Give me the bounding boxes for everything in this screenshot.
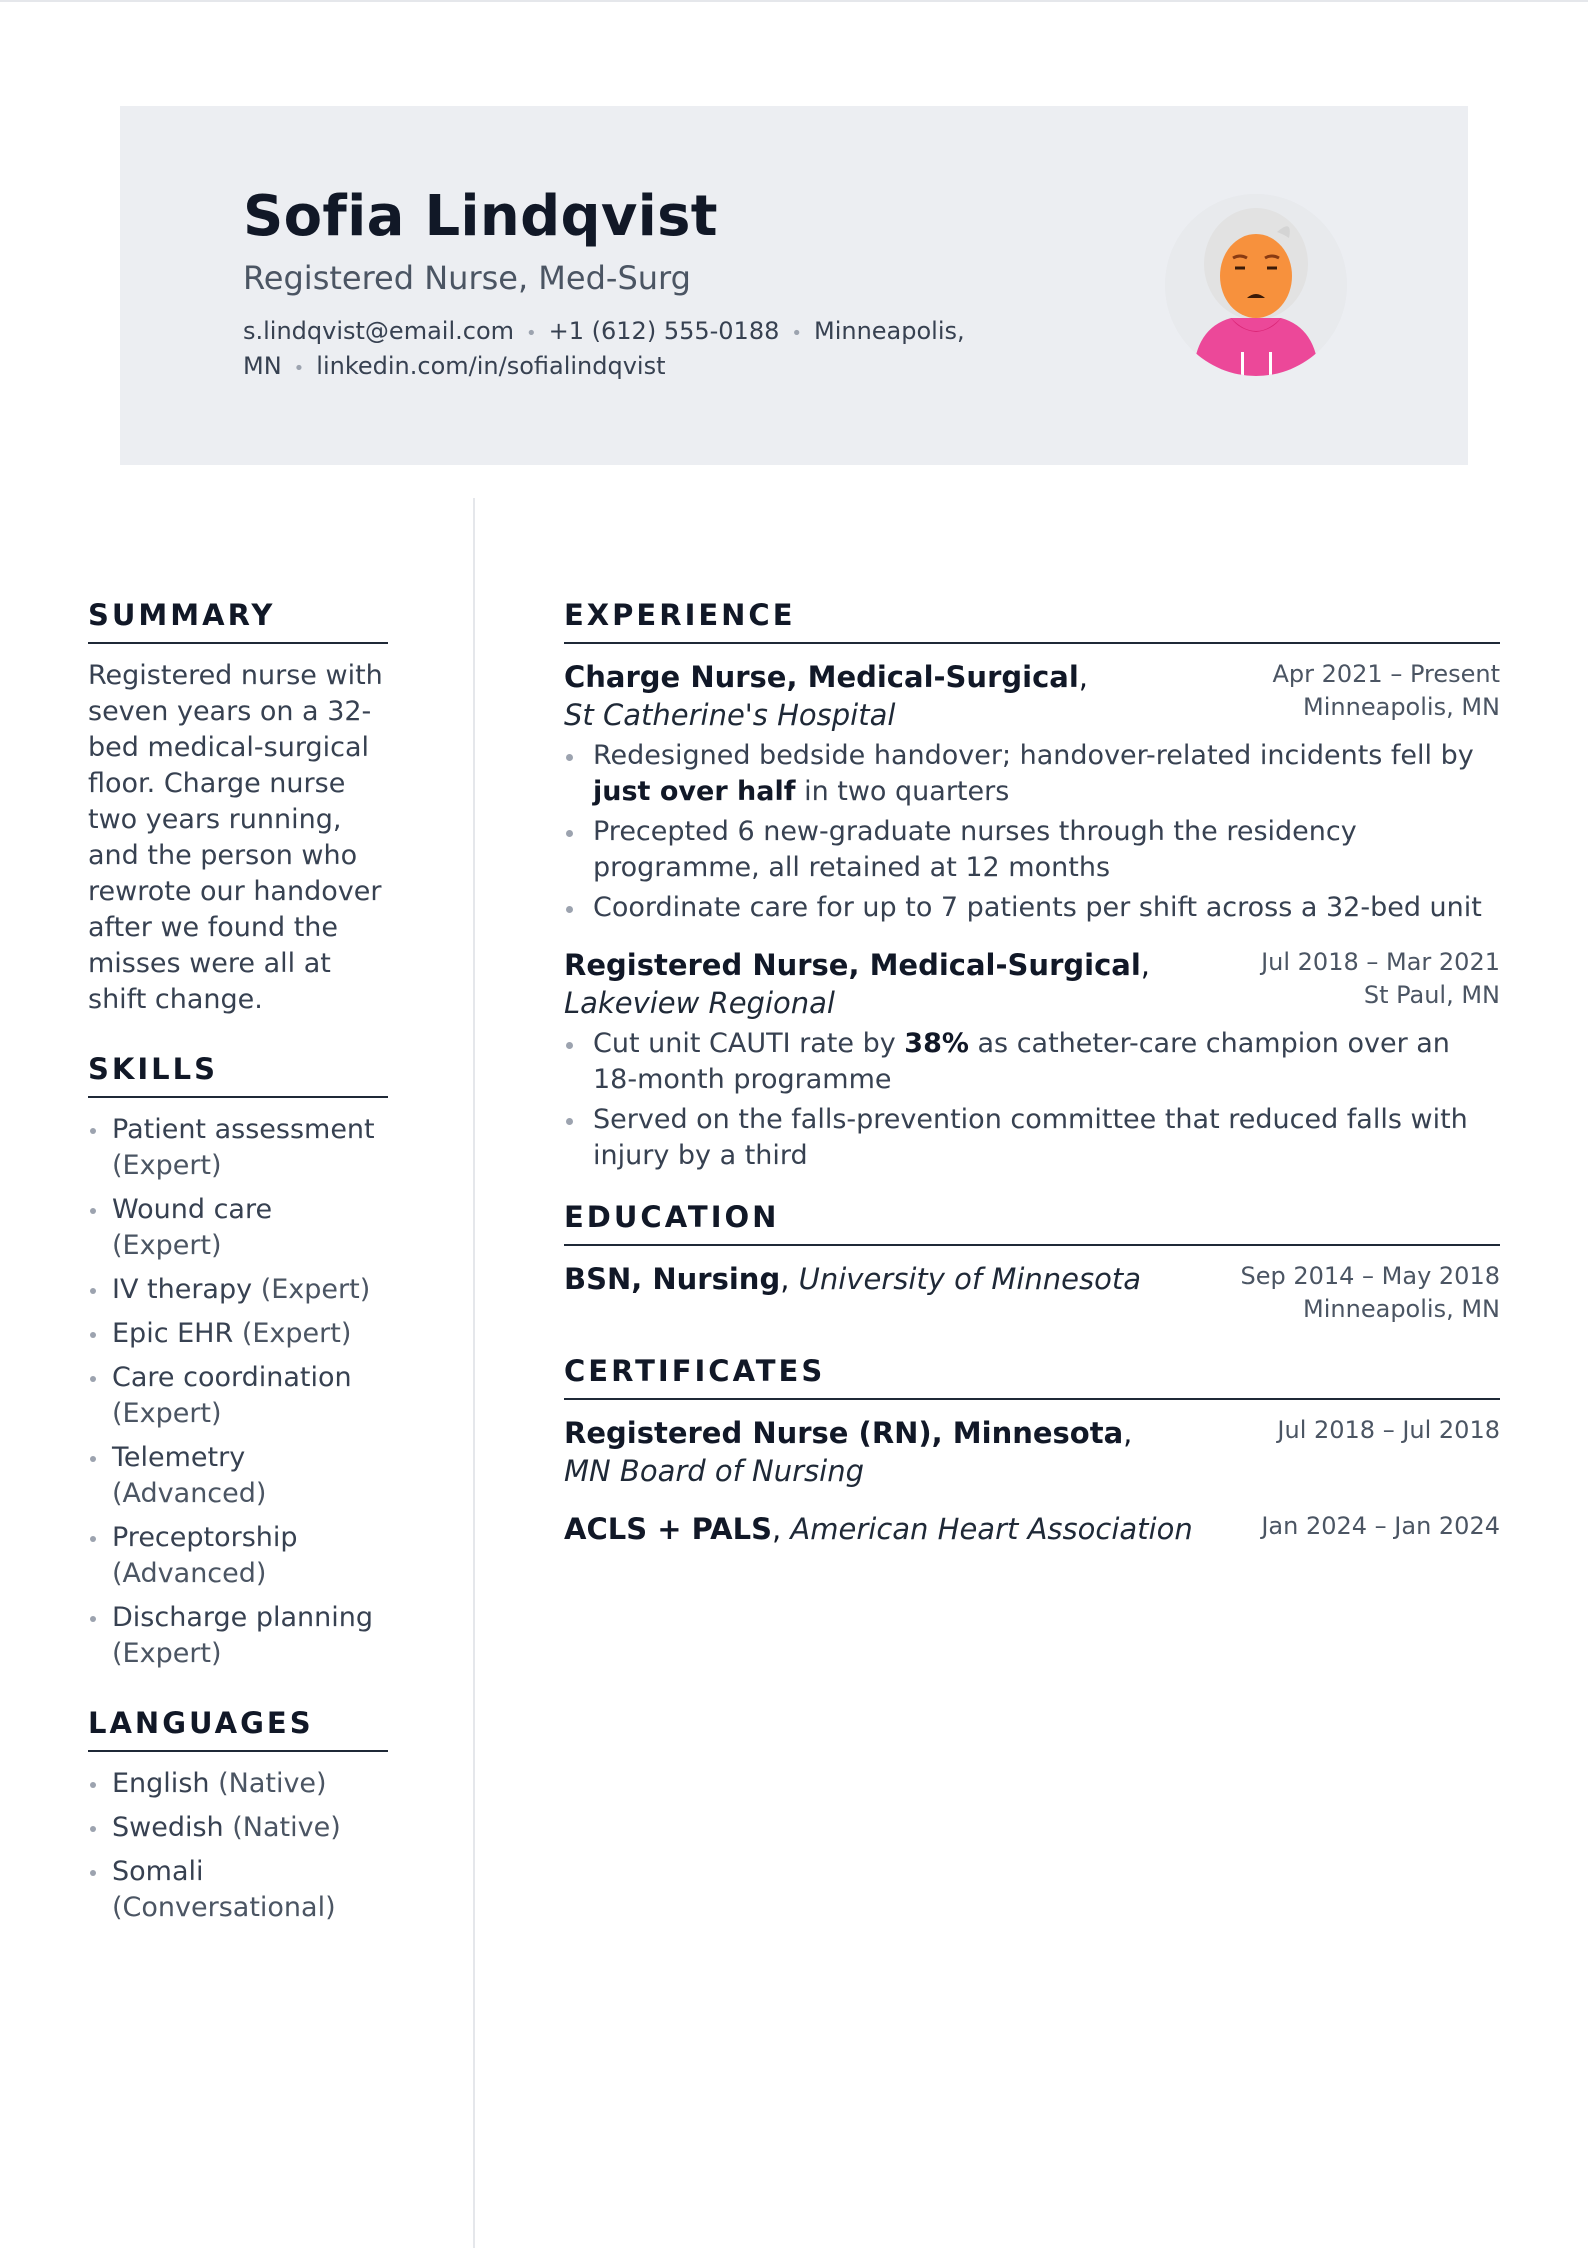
skill-item [88, 1600, 388, 1672]
certificate-dates: Jan 2024 – Jan 2024 [1261, 1512, 1500, 1540]
resume-header [120, 106, 1468, 465]
person-avatar-icon [1165, 194, 1347, 376]
skill-name: Patient assessment [112, 1114, 375, 1145]
language-name: Swedish [112, 1812, 224, 1843]
certificate-title-line: ACLS + PALS, American Heart Association [564, 1512, 1193, 1546]
skill-item [88, 1316, 388, 1352]
education-location: Minneapolis, MN [1303, 1295, 1500, 1323]
education-entry [564, 1260, 1500, 1328]
job-location: Minneapolis, MN [1303, 693, 1500, 721]
contact-info [243, 315, 983, 385]
phone-number[interactable]: +1 (612) 555-0188 [548, 317, 780, 345]
skill-item [88, 1360, 388, 1432]
certificate-org: MN Board of Nursing [564, 1454, 865, 1488]
skill-item [88, 1440, 388, 1512]
skill-name: Wound care [112, 1194, 273, 1225]
skill-name: IV therapy [112, 1274, 253, 1305]
separator-dot: • [791, 323, 802, 344]
languages-list [88, 1766, 388, 1926]
language-level: (Native) [218, 1768, 327, 1799]
job-location: St Paul, MN [1363, 981, 1500, 1009]
location-line2: MN [243, 352, 282, 380]
certificates-section [564, 1354, 1500, 1548]
skill-level: (Expert) [112, 1638, 222, 1669]
certificate-entry [564, 1510, 1500, 1548]
top-border [0, 0, 1588, 2]
skill-level: (Expert) [260, 1274, 371, 1305]
certificate-dates: Jul 2018 – Jul 2018 [1277, 1416, 1500, 1444]
skill-item [88, 1520, 388, 1592]
certificate-org: American Heart Association [790, 1512, 1193, 1546]
skill-level: (Expert) [241, 1318, 352, 1349]
language-name: Somali [112, 1856, 204, 1887]
certificate-entry [564, 1414, 1500, 1490]
skill-level: (Advanced) [112, 1558, 267, 1589]
degree: BSN, Nursing [564, 1262, 781, 1296]
skill-name: Preceptorship [112, 1522, 298, 1553]
column-divider [473, 498, 475, 2248]
job-role: Charge Nurse, Medical-Surgical [564, 660, 1079, 694]
skill-level: (Expert) [112, 1150, 222, 1181]
location-line1: Minneapolis, [813, 317, 965, 345]
candidate-name: Sofia Lindqvist [243, 184, 718, 249]
certificate-title-line: Registered Nurse (RN), Minnesota, MN Board of Nursing [564, 1416, 1133, 1488]
certificate-name: ACLS + PALS [564, 1512, 772, 1546]
skill-item [88, 1112, 388, 1184]
job-title-line: Charge Nurse, Medical-Surgical, St Catherine's Hospital [564, 660, 1088, 732]
job-meta [1272, 658, 1500, 724]
left-column [88, 598, 388, 1960]
summary-text: Registered nurse with seven years on a 32-bed medical-surgical floor. Charge nurse two years running, and the person who rewrote our handover after we found the misses were all at shift change. [88, 660, 383, 1015]
education-dates: Sep 2014 – May 2018 [1240, 1262, 1500, 1290]
certificate-meta [1277, 1414, 1500, 1447]
skill-name: Telemetry [112, 1442, 246, 1473]
skill-level: (Expert) [112, 1398, 222, 1429]
job-bullet: Redesigned bedside handover; handover-related incidents fell by just over half in two quarters [564, 738, 1500, 810]
job-bullet: Served on the falls-prevention committee that reduced falls with injury by a third [564, 1102, 1500, 1174]
job-entry [564, 946, 1500, 1174]
certificate-meta [1261, 1510, 1500, 1543]
certificates-heading: CERTIFICATES [564, 1354, 1500, 1400]
certificate-name: Registered Nurse (RN), Minnesota [564, 1416, 1124, 1450]
job-bullets [564, 738, 1500, 926]
experience-heading: EXPERIENCE [564, 598, 1500, 644]
language-item [88, 1854, 388, 1926]
job-dates: Jul 2018 – Mar 2021 [1261, 948, 1500, 976]
language-level: (Conversational) [112, 1892, 336, 1923]
education-title-line: BSN, Nursing, University of Minnesota [564, 1262, 1141, 1296]
right-column [564, 598, 1500, 1574]
email-link[interactable]: s.lindqvist@email.com [243, 317, 515, 345]
languages-heading: LANGUAGES [88, 1706, 388, 1752]
skill-name: Care coordination [112, 1362, 352, 1393]
separator-dot: • [526, 323, 537, 344]
skill-name: Epic EHR [112, 1318, 234, 1349]
candidate-title: Registered Nurse, Med-Surg [243, 259, 691, 297]
skill-level: (Expert) [112, 1230, 222, 1261]
job-entry [564, 658, 1500, 926]
separator-dot: • [293, 358, 305, 379]
skills-list [88, 1112, 388, 1672]
education-section [564, 1200, 1500, 1328]
language-name: English [112, 1768, 210, 1799]
linkedin-link[interactable]: linkedin.com/in/sofialindqvist [316, 352, 666, 380]
school: University of Minnesota [798, 1262, 1141, 1296]
skill-item [88, 1272, 388, 1308]
skill-level: (Advanced) [112, 1478, 267, 1509]
job-bullets [564, 1026, 1500, 1174]
job-bullet: Precepted 6 new-graduate nurses through the residency programme, all retained at 12 months [564, 814, 1500, 886]
summary-heading: SUMMARY [88, 598, 388, 644]
job-role: Registered Nurse, Medical-Surgical [564, 948, 1141, 982]
job-title-line: Registered Nurse, Medical-Surgical, Lakeview Regional [564, 948, 1150, 1020]
job-meta [1261, 946, 1500, 1012]
skills-heading: SKILLS [88, 1052, 388, 1098]
job-org: Lakeview Regional [564, 986, 835, 1020]
skill-name: Discharge planning [112, 1602, 373, 1633]
job-bullet: Coordinate care for up to 7 patients per shift across a 32-bed unit [564, 890, 1500, 926]
language-item [88, 1810, 388, 1846]
job-bullet: Cut unit CAUTI rate by 38% as catheter-care champion over an 18-month programme [564, 1026, 1500, 1098]
education-meta [1240, 1260, 1500, 1326]
education-heading: EDUCATION [564, 1200, 1500, 1246]
skill-item [88, 1192, 388, 1264]
experience-section [564, 598, 1500, 1174]
language-item [88, 1766, 388, 1802]
language-level: (Native) [232, 1812, 341, 1843]
job-dates: Apr 2021 – Present [1272, 660, 1500, 688]
job-org: St Catherine's Hospital [564, 698, 896, 732]
